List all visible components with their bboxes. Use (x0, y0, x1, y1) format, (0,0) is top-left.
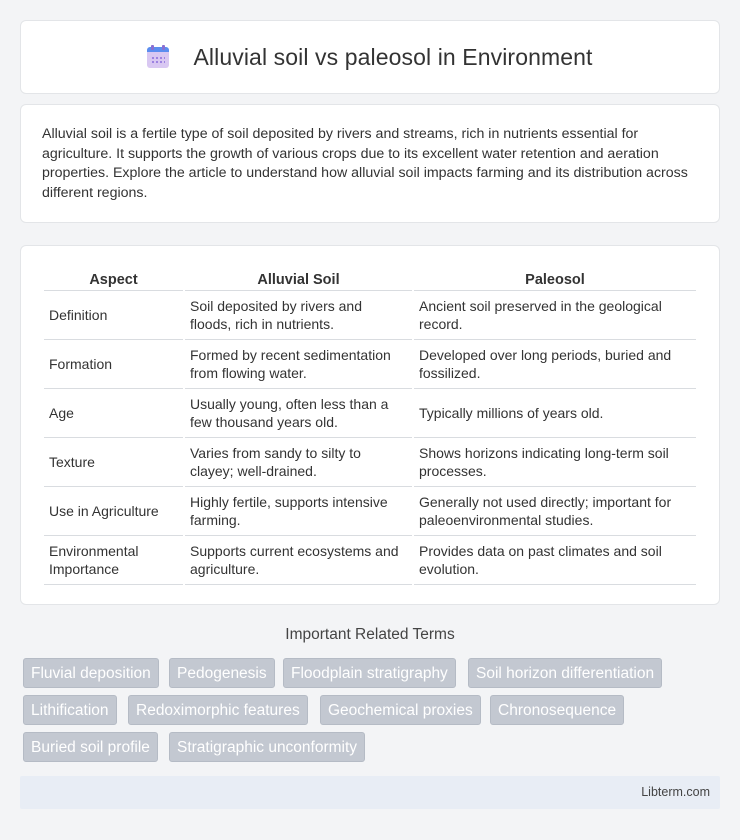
cell-paleosol: Ancient soil preserved in the geological record. (414, 291, 696, 340)
cell-alluvial: Soil deposited by rivers and floods, rich in nutrients. (185, 291, 412, 340)
cell-aspect: Definition (44, 291, 183, 340)
cell-aspect: Age (44, 389, 183, 438)
intro-text: Alluvial soil is a fertile type of soil deposited by rivers and streams, rich in nutrients essential for agriculture. It supports the growth of various crops due to its excellent water retention and aeration properties. Explore the article to understand how alluvial soil impacts farming and its distribution across different regions. (42, 126, 688, 201)
term-tag[interactable]: Floodplain stratigraphy (283, 658, 456, 688)
header-alluvial-soil: Alluvial Soil (185, 266, 412, 291)
table-row (44, 291, 696, 340)
cell-paleosol: Generally not used directly; important for paleoenvironmental studies. (414, 487, 696, 536)
cell-alluvial: Supports current ecosystems and agriculture. (185, 536, 412, 585)
table-row (44, 487, 696, 536)
related-terms-title: Important Related Terms (285, 626, 455, 643)
cell-aspect: Use in Agriculture (44, 487, 183, 536)
cell-alluvial: Usually young, often less than a few thousand years old. (185, 389, 412, 438)
cell-paleosol: Typically millions of years old. (414, 389, 696, 438)
table-row (44, 536, 696, 585)
term-tag[interactable]: Fluvial deposition (23, 658, 159, 688)
cell-alluvial: Formed by recent sedimentation from flowing water. (185, 340, 412, 389)
title-card (20, 20, 720, 94)
table-row (44, 340, 696, 389)
cell-aspect: Environmental Importance (44, 536, 183, 585)
term-tag[interactable]: Buried soil profile (23, 732, 158, 762)
footer-site-link[interactable]: Libterm.com (641, 785, 710, 799)
term-tag[interactable]: Geochemical proxies (320, 695, 481, 725)
table-header-row (44, 266, 696, 291)
cell-alluvial: Highly fertile, supports intensive farming. (185, 487, 412, 536)
cell-paleosol: Shows horizons indicating long-term soil processes. (414, 438, 696, 487)
cell-alluvial: Varies from sandy to silty to clayey; well-drained. (185, 438, 412, 487)
table-row (44, 438, 696, 487)
table-row (44, 389, 696, 438)
cell-paleosol: Provides data on past climates and soil evolution. (414, 536, 696, 585)
header-aspect: Aspect (44, 266, 183, 291)
page-title: Alluvial soil vs paleosol in Environment (193, 43, 593, 70)
term-tag[interactable]: Lithification (23, 695, 117, 725)
footer (20, 776, 720, 809)
intro-card (20, 104, 720, 223)
term-tag[interactable]: Chronosequence (490, 695, 624, 725)
comparison-card (20, 245, 720, 605)
term-tag[interactable]: Redoximorphic features (128, 695, 308, 725)
cell-paleosol: Developed over long periods, buried and fossilized. (414, 340, 696, 389)
term-tag[interactable]: Soil horizon differentiation (468, 658, 662, 688)
cell-aspect: Formation (44, 340, 183, 389)
term-tag[interactable]: Pedogenesis (169, 658, 275, 688)
comparison-table (42, 266, 698, 585)
calendar-icon (147, 45, 169, 69)
term-tag[interactable]: Stratigraphic unconformity (169, 732, 365, 762)
header-paleosol: Paleosol (414, 266, 696, 291)
cell-aspect: Texture (44, 438, 183, 487)
